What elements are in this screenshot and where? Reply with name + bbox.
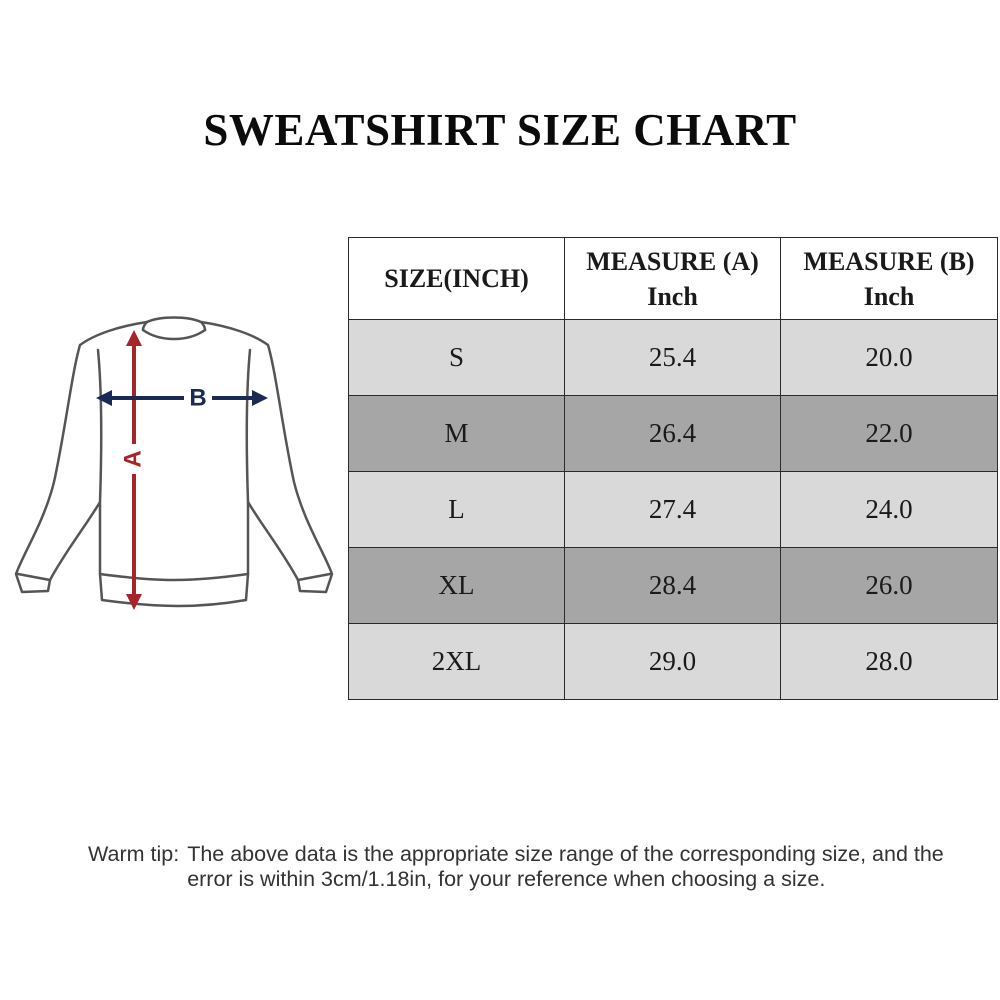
cell-measure-a: 26.4 [565,396,781,472]
cell-size: L [349,472,565,548]
header-measure-b: MEASURE (B) Inch [781,238,998,320]
cell-size: 2XL [349,624,565,700]
cell-measure-b: 20.0 [781,320,998,396]
table-row [349,548,998,624]
table-row [349,624,998,700]
cell-measure-a: 27.4 [565,472,781,548]
cell-size: XL [349,548,565,624]
header-measure-a: MEASURE (A) Inch [565,238,781,320]
size-table [348,237,998,700]
warm-tip-text: The above data is the appropriate size range of the corresponding size, and the error is within 3cm/1.18in, for your reference when choosing a size. [187,842,944,891]
cell-size: M [349,396,565,472]
table-row [349,472,998,548]
sweatshirt-outline [16,318,332,607]
cell-size: S [349,320,565,396]
header-size: SIZE(INCH) [349,238,565,320]
measure-b-arrow [96,384,268,412]
table-row [349,396,998,472]
cell-measure-b: 24.0 [781,472,998,548]
cell-measure-b: 22.0 [781,396,998,472]
measure-b-label: B [189,384,207,412]
cell-measure-a: 29.0 [565,624,781,700]
cell-measure-a: 25.4 [565,320,781,396]
measure-a-arrow [119,330,146,610]
warm-tip [88,842,968,892]
sweatshirt-diagram [10,312,340,612]
warm-tip-label: Warm tip: [88,842,180,866]
cell-measure-a: 28.4 [565,548,781,624]
table-header-row [349,238,998,320]
cell-measure-b: 28.0 [781,624,998,700]
table-row [349,320,998,396]
measure-a-label: A [119,450,147,468]
cell-measure-b: 26.0 [781,548,998,624]
page-title: SWEATSHIRT SIZE CHART [203,105,797,155]
